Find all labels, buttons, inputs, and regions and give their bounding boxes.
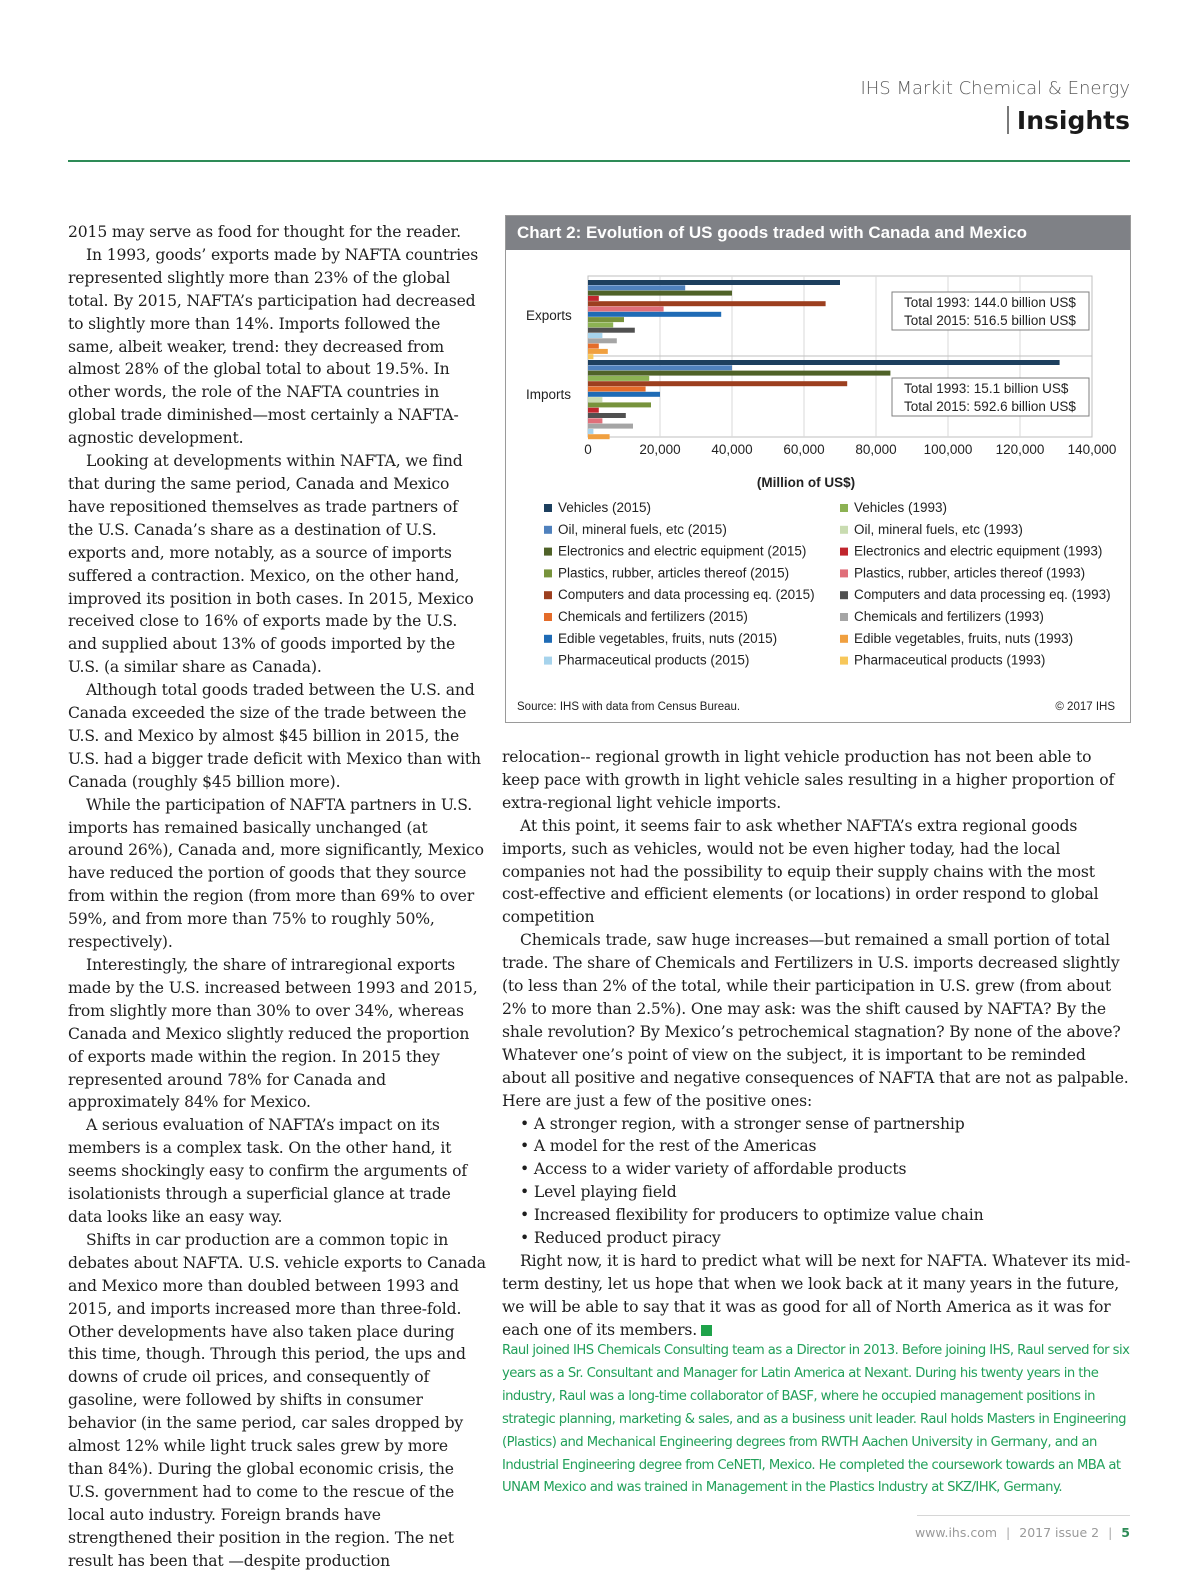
end-of-article-icon bbox=[701, 1325, 712, 1336]
x-tick-label: 100,000 bbox=[923, 442, 973, 457]
bar bbox=[588, 360, 1060, 365]
footer-site: www.ihs.com bbox=[914, 1525, 998, 1540]
legend-label: Electronics and electric equipment (2015) bbox=[558, 543, 807, 559]
legend-swatch bbox=[840, 591, 848, 599]
legend-swatch bbox=[840, 526, 848, 534]
legend-label: Oil, mineral fuels, etc (1993) bbox=[854, 521, 1023, 537]
legend-label: Pharmaceutical products (2015) bbox=[558, 652, 750, 668]
legend-label: Edible vegetables, fruits, nuts (1993) bbox=[854, 630, 1074, 646]
x-tick-label: 80,000 bbox=[855, 442, 897, 457]
y-category-label: Exports bbox=[526, 308, 572, 323]
legend-swatch bbox=[544, 591, 552, 599]
bar bbox=[588, 418, 602, 423]
bar bbox=[588, 354, 593, 359]
bar bbox=[588, 408, 599, 413]
legend-label: Chemicals and fertilizers (1993) bbox=[854, 609, 1044, 624]
bar bbox=[588, 301, 826, 306]
left-column bbox=[68, 221, 486, 1572]
list-item: • Reduced product piracy bbox=[520, 1227, 1132, 1250]
y-category-label: Imports bbox=[526, 387, 572, 402]
x-tick-label: 0 bbox=[584, 442, 592, 457]
right-paragraph: At this point, it seems fair to ask whether NAFTA’s extra regional goods imports, such as vehicles, would not be even higher today, had the local companies not had the possibility to equip their supply chains with the most cost-effective and efficient elements (or locations) in order respond to global competition bbox=[502, 816, 1099, 927]
legend-swatch bbox=[840, 613, 848, 621]
footer-separator: | bbox=[1006, 1525, 1011, 1540]
legend-label: Pharmaceutical products (1993) bbox=[854, 652, 1046, 668]
list-item: • A stronger region, with a stronger sense of partnership bbox=[520, 1113, 1132, 1136]
header-publisher: IHS Markit Chemical & Energy bbox=[860, 78, 1130, 99]
x-tick-label: 20,000 bbox=[639, 442, 681, 457]
chart-copyright: © 2017 IHS bbox=[1055, 701, 1115, 713]
x-tick-label: 120,000 bbox=[995, 442, 1045, 457]
right-paragraph bbox=[502, 1250, 1132, 1342]
legend-swatch bbox=[840, 504, 848, 512]
total-annotation-text: Total 1993: 15.1 billion US$ bbox=[904, 381, 1069, 396]
bar bbox=[588, 322, 613, 327]
bar bbox=[588, 413, 626, 418]
bar bbox=[588, 381, 847, 386]
bar bbox=[588, 429, 593, 434]
author-bio-text: Raul joined IHS Chemicals Consulting team as a Director in 2013. Before joining IHS, Raul served for six years as a Sr. Consultant and Manager for Latin America at Nexant. During his twenty years in the industry, Raul was a long-time collaborator of BASF, where he occupied management positions in strategic planning, marketing & sales, and as a business unit leader. Raul holds Masters in Engineering (Plastics) and Mechanical Engineering degrees from RWTH Aachen University in Germany, and an Industrial Engineering degree from CeNETI, Mexico. He completed the coursework towards an MBA at UNAM Mexico and was trained in Management in the Plastics Industry at SKZ/IHK, Germany. bbox=[502, 1343, 1130, 1496]
benefits-list bbox=[502, 1113, 1132, 1250]
list-item: • Access to a wider variety of affordable products bbox=[520, 1158, 1132, 1181]
bar bbox=[588, 307, 664, 312]
x-axis-label: (Million of US$) bbox=[756, 475, 856, 490]
closing-text: Right now, it is hard to predict what will be next for NAFTA. Whatever its mid-term destiny, let us hope that when we look back at it many years in the future, we will be able to say that it was as good for all of North America as it was for each one of its members. bbox=[502, 1251, 1131, 1339]
chart-source: Source: IHS with data from Census Bureau. bbox=[517, 701, 741, 713]
right-paragraph: Chemicals trade, saw huge increases—but remained a small portion of total trade. The share of Chemicals and Fertilizers in U.S. imports decreased slightly (to less than 2% of the total, while their participation in U.S. grew (from about 2% to more than 2.5%). One may ask: was the shift caused by NAFTA? By the shale revolution? By Mexico’s petrochemical stagnation? By none of the above? Whatever one’s point of view on the subject, it is important to be reminded about all positive and negative consequences of NAFTA that are not as palpable. Here are just a few of the positive ones: bbox=[502, 931, 1129, 1110]
total-annotation-text: Total 2015: 516.5 billion US$ bbox=[904, 313, 1076, 328]
bar bbox=[588, 344, 599, 349]
left-paragraph: Interestingly, the share of intraregional exports made by the U.S. increased between 1993 and 2015, from slightly more than 30% to over 34%, whereas Canada and Mexico slightly reduced the proportion of exports made within the region. In 2015 they represented around 78% for Canada and approximately 84% for Mexico. bbox=[68, 956, 478, 1112]
bar bbox=[588, 328, 635, 333]
bar bbox=[588, 434, 610, 439]
bar bbox=[588, 365, 732, 370]
chart-svg bbox=[506, 216, 1130, 722]
footer bbox=[915, 1525, 1130, 1540]
left-paragraph: Although total goods traded between the U.S. and Canada exceeded the size of the trade between the U.S. and Mexico by almost $45 billion in 2015, the U.S. had a bigger trade deficit with Mexico than with Canada (roughly $45 billion more). bbox=[68, 681, 481, 791]
footer-separator: | bbox=[1108, 1525, 1113, 1540]
left-paragraph: Shifts in car production are a common topic in debates about NAFTA. U.S. vehicle exports to Canada and Mexico more than doubled between 1993 and 2015, and imports increased more than three-fold. Other developments have also taken place during this time, though. Through this period, the ups and downs of crude oil prices, and consequently of gasoline, were followed by shifts in consumer behavior (in the same period, car sales dropped by almost 12% while light truck sales grew by more than 84%). During the global economic crisis, the U.S. government had to come to the rescue of the local auto industry. Foreign brands have strengthened their position in the region. The net result has been that —despite production bbox=[68, 1230, 486, 1570]
header-section bbox=[1007, 106, 1130, 135]
bar bbox=[588, 387, 646, 392]
left-paragraph: 2015 may serve as food for thought for the reader. bbox=[68, 223, 461, 241]
legend-swatch bbox=[544, 569, 552, 577]
right-paragraph: relocation-- regional growth in light vehicle production has not been able to keep pace with growth in light vehicle sales resulting in a higher proportion of extra-regional light vehicle imports. bbox=[502, 748, 1115, 812]
section-title: Insights bbox=[1016, 106, 1130, 135]
left-paragraph: A serious evaluation of NAFTA’s impact on its members is a complex task. On the other hand, it seems shockingly easy to confirm the arguments of isolationists through a superficial glance at trade data looks like an easy way. bbox=[68, 1116, 467, 1226]
bar bbox=[588, 317, 624, 322]
footer-rule bbox=[917, 1515, 1130, 1516]
list-item: • Level playing field bbox=[520, 1181, 1132, 1204]
legend-label: Vehicles (1993) bbox=[854, 500, 948, 515]
list-item: • Increased flexibility for producers to optimize value chain bbox=[520, 1204, 1132, 1227]
bar bbox=[588, 296, 599, 301]
bar bbox=[588, 312, 721, 317]
bar bbox=[588, 349, 608, 354]
legend-swatch bbox=[544, 504, 552, 512]
left-paragraph: In 1993, goods’ exports made by NAFTA countries represented slightly more than 23% of the global total. By 2015, NAFTA’s participation had decreased to slightly more than 14%. Imports followed the same, albeit weaker, trend: they decreased from almost 28% of the global total to about 19.5%. In other words, the role of the NAFTA countries in global trade diminished—most certainly a NAFTA-agnostic development. bbox=[68, 245, 479, 448]
total-annotation-text: Total 1993: 144.0 billion US$ bbox=[904, 295, 1076, 310]
legend-label: Computers and data processing eq. (2015) bbox=[558, 587, 815, 603]
legend-swatch bbox=[544, 548, 552, 556]
bar bbox=[588, 371, 890, 376]
header-divider bbox=[1007, 106, 1009, 134]
bar bbox=[588, 397, 602, 402]
legend-label: Chemicals and fertilizers (2015) bbox=[558, 609, 748, 624]
bar bbox=[588, 376, 649, 381]
legend-swatch bbox=[544, 657, 552, 665]
legend-label: Vehicles (2015) bbox=[558, 500, 652, 515]
chart-title: Chart 2: Evolution of US goods traded with Canada and Mexico bbox=[506, 216, 1130, 250]
left-paragraph: While the participation of NAFTA partners in U.S. imports has remained basically unchanged (at around 26%), Canada and, more significantly, Mexico have reduced the portion of goods that they source from within the region (from more than 69% to over 59%, and from more than 75% to roughly 50%, respectively). bbox=[68, 795, 484, 952]
bar bbox=[588, 338, 617, 343]
bar bbox=[588, 333, 602, 338]
header-rule bbox=[68, 160, 1130, 162]
legend-swatch bbox=[544, 613, 552, 621]
legend-label: Computers and data processing eq. (1993) bbox=[854, 587, 1111, 603]
bar bbox=[588, 280, 840, 285]
x-tick-label: 60,000 bbox=[783, 442, 825, 457]
x-tick-label: 40,000 bbox=[711, 442, 753, 457]
legend-label: Plastics, rubber, articles thereof (1993) bbox=[854, 565, 1086, 581]
total-annotation-text: Total 2015: 592.6 billion US$ bbox=[904, 399, 1076, 414]
legend-swatch bbox=[544, 635, 552, 643]
footer-issue: 2017 issue 2 bbox=[1019, 1525, 1100, 1540]
legend-swatch bbox=[840, 635, 848, 643]
legend-swatch bbox=[840, 569, 848, 577]
legend-label: Oil, mineral fuels, etc (2015) bbox=[558, 521, 727, 537]
legend-label: Plastics, rubber, articles thereof (2015) bbox=[558, 565, 790, 581]
legend-label: Electronics and electric equipment (1993) bbox=[854, 543, 1103, 559]
left-paragraph: Looking at developments within NAFTA, we find that during the same period, Canada and Mexico have repositioned themselves as trade partners of the U.S. Canada’s share as a destination of U.S. exports and, more notably, as a source of imports suffered a contraction. Mexico, on the other hand, improved its position in both cases. In 2015, Mexico received close to 16% of exports made by the U.S. and supplied about 13% of goods imported by the U.S. (a similar share as Canada). bbox=[68, 452, 474, 677]
right-column bbox=[502, 746, 1132, 1342]
legend-swatch bbox=[840, 657, 848, 665]
legend-swatch bbox=[544, 526, 552, 534]
bar bbox=[588, 285, 685, 290]
bar bbox=[588, 392, 660, 397]
chart-figure bbox=[505, 215, 1131, 723]
legend-swatch bbox=[840, 548, 848, 556]
bar bbox=[588, 291, 732, 296]
legend-label: Edible vegetables, fruits, nuts (2015) bbox=[558, 630, 778, 646]
x-tick-label: 140,000 bbox=[1067, 442, 1117, 457]
author-bio bbox=[502, 1340, 1134, 1500]
page-number: 5 bbox=[1121, 1525, 1130, 1540]
list-item: • A model for the rest of the Americas bbox=[520, 1135, 1132, 1158]
bar bbox=[588, 424, 633, 429]
bar bbox=[588, 402, 651, 407]
